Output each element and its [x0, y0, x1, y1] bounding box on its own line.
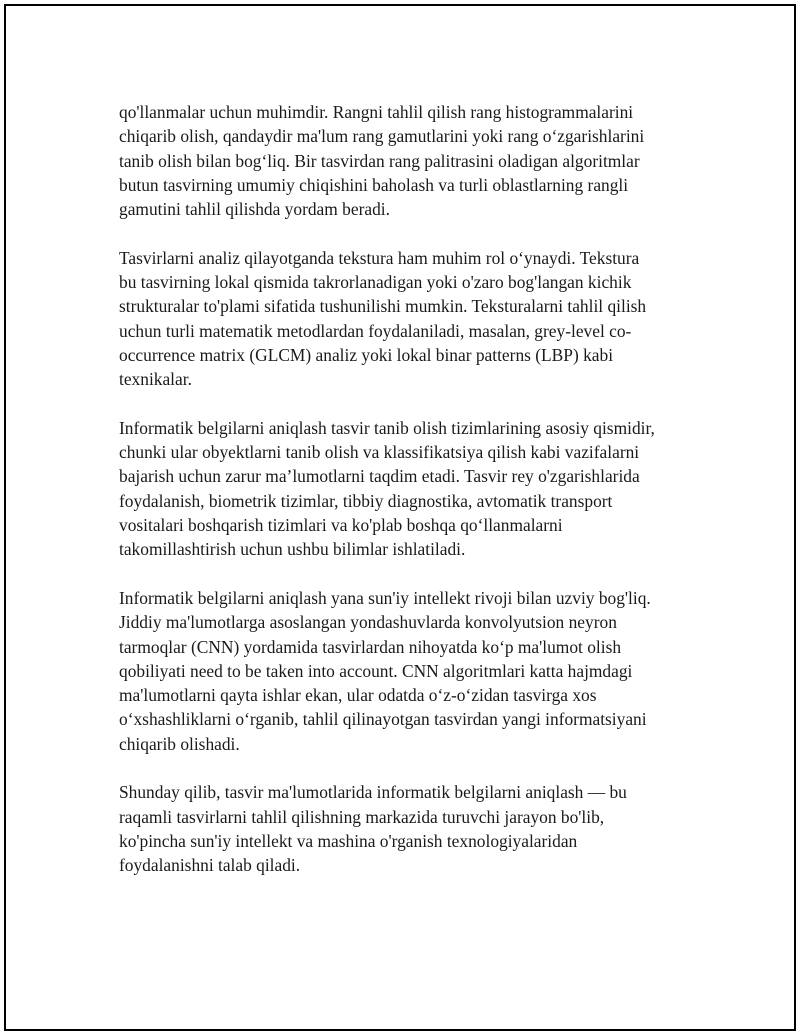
text-line: tarmoqlar (CNN) yordamida tasvirlardan nihoyatda ko‘p ma'lumot olish: [119, 636, 622, 657]
text-line: chunki ular obyektlarni tanib olish va klassifikatsiya qilish kabi vazifalarni: [119, 442, 640, 463]
document-body: [119, 100, 699, 902]
text-line: ma'lumotlarni qayta ishlar ekan, ular odatda o‘z-o‘zidan tasvirga xos: [119, 685, 597, 706]
text-line: ko'pincha sun'iy intellekt va mashina o'rganish texnologiyalaridan: [119, 830, 578, 851]
paragraph: [119, 100, 699, 221]
text-line: gamutini tahlil qilishda yordam beradi.: [119, 199, 390, 220]
text-line: bajarish uchun zarur ma’lumotlarni taqdim etadi. Tasvir rey o'zgarishlarida: [119, 466, 640, 487]
text-line: strukturalar to'plami sifatida tushunilishi mumkin. Teksturalarni tahlil qilish: [119, 296, 647, 317]
text-line: raqamli tasvirlarni tahlil qilishning markazida turuvchi jarayon bo'lib,: [119, 806, 605, 827]
text-line: qobiliyati need to be taken into account. CNN algoritmlari katta hajmdagi: [119, 660, 633, 681]
text-line: chiqarib olish, qandaydir ma'lum rang gamutlarini yoki rang o‘zgarishlarini: [119, 126, 645, 147]
page-frame: [4, 4, 796, 1031]
text-line: vositalari boshqarish tizimlari va ko'plab boshqa qo‘llanmalarni: [119, 515, 563, 536]
text-line: tanib olish bilan bog‘liq. Bir tasvirdan rang palitrasini oladigan algoritmlar: [119, 150, 640, 171]
paragraph: [119, 780, 699, 877]
text-line: occurrence matrix (GLCM) analiz yoki lokal binar patterns (LBP) kabi: [119, 344, 614, 365]
text-line: Informatik belgilarni aniqlash yana sun'iy intellekt rivoji bilan uzviy bog'liq.: [119, 587, 651, 608]
text-line: chiqarib olishadi.: [119, 733, 240, 754]
text-line: bu tasvirning lokal qismida takrorlanadigan yoki o'zaro bog'langan kichik: [119, 272, 632, 293]
text-line: uchun turli matematik metodlardan foydalaniladi, masalan, grey-level co-: [119, 320, 632, 341]
text-line: Shunday qilib, tasvir ma'lumotlarida informatik belgilarni aniqlash — bu: [119, 782, 627, 803]
text-line: o‘xshashliklarni o‘rganib, tahlil qilinayotgan tasvirdan yangi informatsiyani: [119, 709, 647, 730]
text-line: Jiddiy ma'lumotlarga asoslangan yondashuvlarda konvolyutsion neyron: [119, 612, 617, 633]
text-line: foydalanish, biometrik tizimlar, tibbiy diagnostika, avtomatik transport: [119, 490, 613, 511]
text-line: Informatik belgilarni aniqlash tasvir tanib olish tizimlarining asosiy qismidir,: [119, 417, 655, 438]
text-line: takomillashtirish uchun ushbu bilimlar ishlatiladi.: [119, 539, 466, 560]
text-line: Tasvirlarni analiz qilayotganda tekstura ham muhim rol o‘ynaydi. Tekstura: [119, 247, 640, 268]
text-line: butun tasvirning umumiy chiqishini baholash va turli oblastlarning rangli: [119, 174, 629, 195]
paragraph: [119, 416, 699, 562]
text-line: foydalanishni talab qiladi.: [119, 855, 301, 876]
paragraph: [119, 246, 699, 392]
text-line: texnikalar.: [119, 369, 192, 390]
text-line: qo'llanmalar uchun muhimdir. Rangni tahlil qilish rang histogrammalarini: [119, 102, 634, 122]
paragraph: [119, 586, 699, 756]
